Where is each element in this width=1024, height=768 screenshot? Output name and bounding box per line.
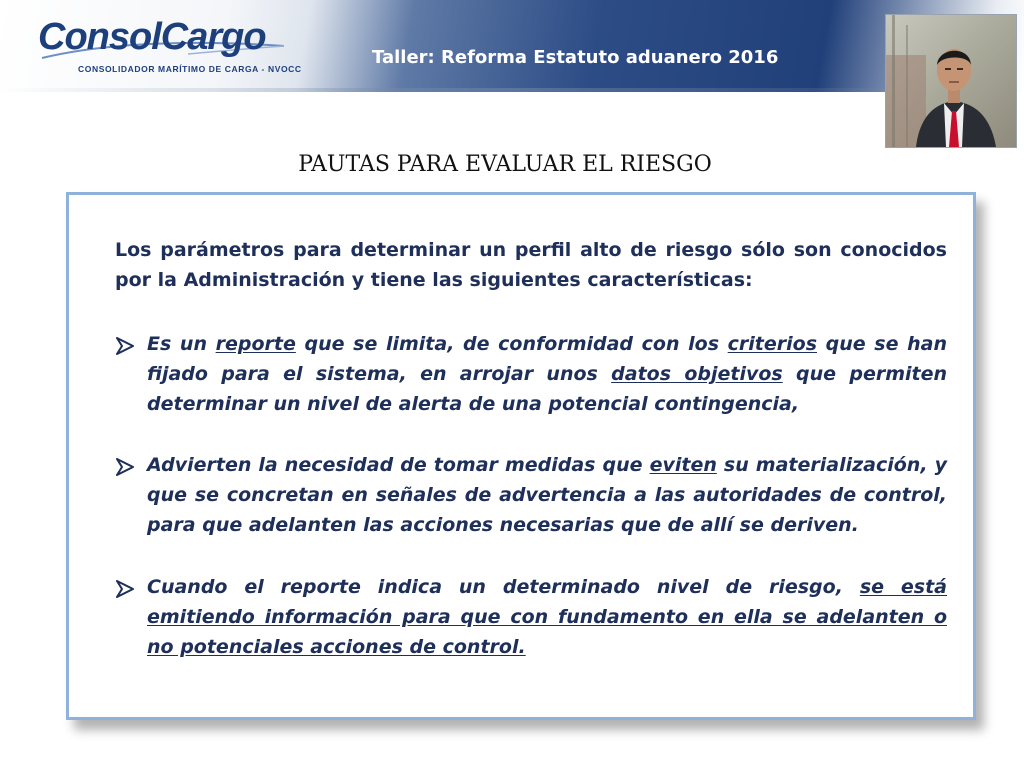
content-box	[66, 192, 976, 720]
bullet-text-2: Advierten la necesidad de tomar medidas que eviten su materialización, y que se concretan en señales de advertencia a las autoridades de control, para que adelanten las acciones necesarias que de allí se deriven.	[147, 454, 947, 536]
presenter-photo-image	[886, 15, 1016, 147]
consolcargo-logo	[38, 14, 302, 76]
underlined-term: eviten	[649, 454, 717, 476]
presenter-photo	[885, 14, 1017, 148]
logo-tagline: CONSOLIDADOR MARÍTIMO DE CARGA - NVOCC	[78, 64, 302, 74]
underlined-term: reporte	[215, 333, 296, 355]
arrow-bullet-icon	[115, 458, 135, 476]
bullet-text-1: Es un reporte que se limita, de conformidad con los criterios que se han fijado para el sistema, en arrojar unos datos objetivos que permiten determinar un nivel de alerta de una potencial contingencia,	[147, 333, 948, 415]
underlined-term: se está emitiendo información para que con fundamento en ella se adelanten o no potenciales acciones de control.	[147, 576, 947, 658]
underlined-term: criterios	[727, 333, 818, 355]
arrow-bullet-icon	[115, 337, 135, 355]
slide-heading: PAUTAS PARA EVALUAR EL RIESGO	[298, 152, 712, 177]
bullet-item-2	[115, 450, 947, 540]
header-title: Taller: Reforma Estatuto aduanero 2016	[372, 47, 779, 68]
arrow-bullet-icon	[115, 580, 135, 598]
bullet-item-3	[115, 572, 947, 662]
underlined-term: datos objetivos	[611, 363, 783, 385]
intro-paragraph: Los parámetros para determinar un perfil alto de riesgo sólo son conocidos por la Administración y tiene las siguientes características:	[115, 239, 947, 291]
bullet-text-3: Cuando el reporte indica un determinado nivel de riesgo, se está emitiendo información para que con fundamento en ella se adelanten o no potenciales acciones de control.	[147, 576, 947, 658]
bullet-item-1	[115, 329, 947, 419]
logo-wordmark: ConsolCargo	[38, 16, 266, 58]
